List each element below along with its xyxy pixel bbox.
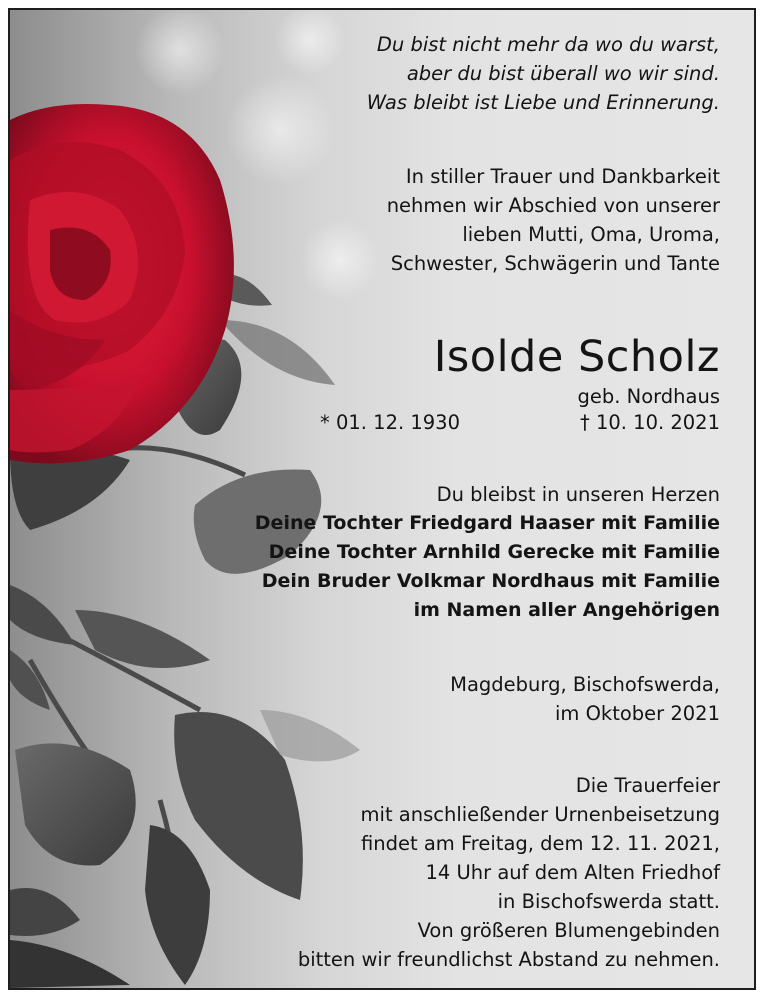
service-line: mit anschließender Urnenbeisetzung (360, 803, 720, 826)
service-line: in Bischofswerda statt. (497, 890, 720, 913)
family-line: Deine Tochter Arnhild Gerecke mit Familie (268, 541, 720, 563)
intro-text (387, 162, 720, 278)
funeral-service-info (298, 771, 720, 974)
intro-line: Schwester, Schwägerin und Tante (390, 252, 720, 275)
memorial-quote (367, 30, 720, 117)
death-date: † 10. 10. 2021 (580, 411, 720, 434)
heart-line: Du bleibst in unseren Herzen (436, 483, 720, 506)
birth-date: * 01. 12. 1930 (320, 411, 460, 434)
service-line: findet am Freitag, dem 12. 11. 2021, (361, 832, 720, 855)
quote-line: Was bleibt ist Liebe und Erinnerung. (366, 91, 720, 114)
intro-line: lieben Mutti, Oma, Uroma, (462, 223, 720, 246)
family-line: im Namen aller Angehörigen (413, 599, 720, 621)
family-line: Deine Tochter Friedgard Haaser mit Familie (254, 512, 720, 534)
service-line: bitten wir freundlichst Abstand zu nehmen. (297, 948, 720, 971)
obituary-card (8, 8, 756, 990)
intro-line: nehmen wir Abschied von unserer (386, 194, 720, 217)
family-line: Dein Bruder Volkmar Nordhaus mit Familie (261, 570, 720, 592)
quote-line: Du bist nicht mehr da wo du warst, (376, 33, 720, 56)
service-line: Von größeren Blumengebinden (417, 919, 720, 942)
family-signatures (255, 509, 720, 625)
intro-line: In stiller Trauer und Dankbarkeit (405, 165, 720, 188)
service-line: 14 Uhr auf dem Alten Friedhof (425, 861, 720, 884)
deceased-name: Isolde Scholz (433, 332, 720, 382)
service-line: Die Trauerfeier (575, 774, 720, 797)
maiden-name: geb. Nordhaus (577, 385, 720, 408)
quote-line: aber du bist überall wo wir sind. (406, 62, 720, 85)
place-line: Magdeburg, Bischofswerda, (450, 673, 720, 696)
place-and-date (450, 670, 720, 728)
place-line: im Oktober 2021 (554, 702, 720, 725)
